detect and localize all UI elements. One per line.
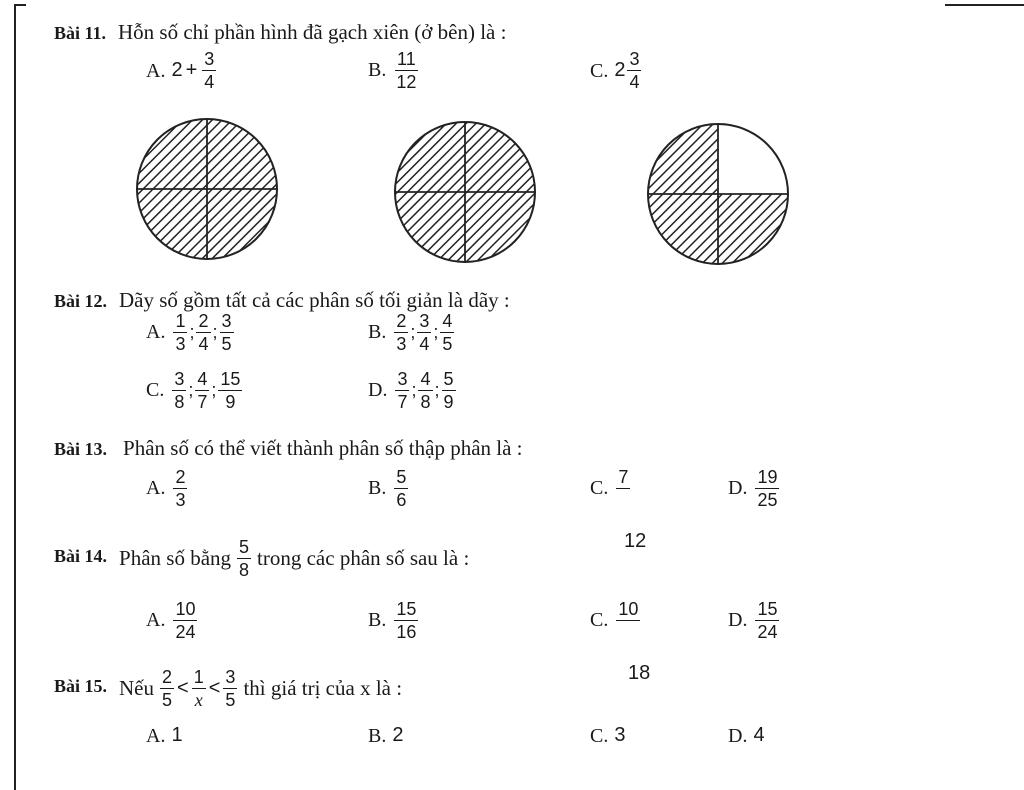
q12-c-f3-den: 9: [225, 392, 236, 412]
q11-a-plus: +: [185, 59, 198, 81]
q15-header: [54, 668, 402, 709]
q14-target-num: 5: [239, 537, 250, 557]
q11-a-expression: [171, 50, 218, 91]
q14-option-a: [146, 600, 199, 641]
q14-option-c: [590, 600, 642, 641]
q14-b-letter: B.: [368, 609, 387, 631]
q15-b-value: 2: [392, 724, 404, 746]
q13-d-den: 25: [757, 490, 778, 510]
q11-a-letter: A.: [146, 59, 166, 82]
q12-b-f3-den: 5: [442, 334, 453, 354]
q14-option-d: [728, 600, 781, 641]
q13-a-letter: A.: [146, 477, 166, 499]
q13-header: [54, 436, 523, 461]
q14-target-den: 8: [239, 560, 250, 580]
q12-d-f3-num: 5: [443, 369, 454, 389]
q11-c-num: 3: [629, 49, 640, 69]
q13-b-fraction: [394, 468, 408, 509]
q14-text-after: trong các phân số sau là :: [257, 546, 470, 570]
q12-b-f1-num: 2: [396, 311, 407, 331]
q15-text-before: Nếu: [119, 676, 155, 700]
q12-c-f3-num: 15: [220, 369, 241, 389]
q11-c-fraction: [627, 50, 641, 91]
q12-d-f2-num: 4: [420, 369, 431, 389]
q12-a-f2-num: 2: [198, 311, 209, 331]
q11-a-den: 4: [204, 72, 215, 92]
q12-c-f1-den: 8: [174, 392, 185, 412]
q12-option-b: [368, 312, 456, 353]
q12-c-f1-num: 3: [174, 369, 185, 389]
q11-b-fraction: [394, 50, 418, 91]
q14-a-den: 24: [175, 622, 196, 642]
q12-a-f2-den: 4: [198, 334, 209, 354]
q14-d-den: 24: [757, 622, 778, 642]
q11-c-mixed-number: [614, 50, 643, 91]
q15-frac-3: [223, 668, 237, 709]
q12-a-frac-1: [173, 312, 187, 353]
q11-a-whole: 2: [171, 59, 183, 81]
q14-d-letter: D.: [728, 609, 748, 631]
q11-a-fraction: [202, 50, 216, 91]
q12-a-frac-3: [220, 312, 234, 353]
circle-3-three-quarters-hatched: [648, 124, 788, 264]
q11-option-a: [146, 50, 218, 91]
q15-option-c: [590, 724, 625, 748]
q13-c-den: 12: [624, 530, 647, 552]
q15-f2-den: x: [194, 690, 203, 710]
q11-c-den: 4: [629, 72, 640, 92]
q12-a-f1-den: 3: [175, 334, 186, 354]
q13-text: Phân số có thể viết thành phân số thập phân là :: [123, 436, 523, 460]
q14-c-letter: C.: [590, 609, 609, 631]
q12-d-f2-den: 8: [420, 392, 431, 412]
q12-d-f1-den: 7: [397, 392, 408, 412]
q12-c-letter: C.: [146, 379, 165, 401]
q14-d-num: 15: [757, 599, 778, 619]
q14-c-fraction: [616, 600, 640, 641]
q13-d-fraction: [755, 468, 779, 509]
q12-b-f1-den: 3: [396, 334, 407, 354]
q14-c-den: 18: [628, 662, 651, 684]
q13-c-num: 7: [618, 467, 629, 487]
q15-option-d: [728, 724, 765, 748]
q12-b-frac-2: [417, 312, 431, 353]
q12-b-sep-1: ;: [410, 322, 416, 342]
q14-target-fraction: [237, 538, 251, 579]
q15-a-letter: A.: [146, 724, 166, 747]
q11-text: Hỗn số chỉ phần hình đã gạch xiên (ở bên) là :: [118, 20, 507, 44]
q14-a-num: 10: [175, 599, 196, 619]
q11-a-num: 3: [204, 49, 215, 69]
q13-a-num: 2: [175, 467, 186, 487]
q14-text-before: Phân số bằng: [119, 546, 232, 570]
q14-b-num: 15: [396, 599, 417, 619]
q14-label: Bài 14.: [54, 546, 108, 567]
q12-d-frac-1: [395, 370, 409, 411]
q14-b-den: 16: [396, 622, 417, 642]
q14-c-num: 10: [618, 599, 639, 619]
q15-c-value: 3: [614, 724, 626, 746]
q13-d-num: 19: [757, 467, 778, 487]
q12-option-d: [368, 370, 458, 411]
q13-option-a: [146, 468, 189, 509]
q12-c-sep-2: ;: [211, 380, 217, 400]
q11-label: Bài 11.: [54, 23, 107, 43]
q15-frac-1: [160, 668, 174, 709]
q15-option-a: [146, 724, 183, 748]
q12-b-frac-1: [394, 312, 408, 353]
q11-c-letter: C.: [590, 59, 609, 82]
q12-a-f1-num: 1: [175, 311, 186, 331]
q14-d-fraction: [755, 600, 779, 641]
q13-c-letter: C.: [590, 477, 609, 499]
q12-d-frac-3: [442, 370, 456, 411]
q13-option-b: [368, 468, 410, 509]
circle-2-full-hatched: [395, 122, 535, 262]
q12-b-f2-num: 3: [419, 311, 430, 331]
q11-header: [54, 20, 506, 45]
q12-a-letter: A.: [146, 321, 166, 343]
q15-d-value: 4: [753, 724, 765, 746]
q12-option-a: [146, 312, 236, 353]
q11-c-whole: 2: [614, 59, 626, 81]
q12-text: Dãy số gồm tất cả các phân số tối giản là dãy :: [119, 288, 510, 312]
q15-label: Bài 15.: [54, 676, 108, 697]
q13-a-fraction: [173, 468, 187, 509]
q11-b-letter: B.: [368, 59, 387, 81]
q13-b-num: 5: [396, 467, 407, 487]
q15-lt-1: <: [177, 677, 189, 699]
q12-d-letter: D.: [368, 379, 388, 401]
q11-b-num: 11: [397, 49, 416, 69]
q13-option-c: [590, 468, 632, 509]
q12-c-f2-num: 4: [197, 369, 208, 389]
q12-c-f2-den: 7: [197, 392, 208, 412]
q12-d-f3-den: 9: [443, 392, 454, 412]
q12-d-sep-1: ;: [411, 380, 417, 400]
q12-c-sep-1: ;: [188, 380, 194, 400]
circle-1-full-hatched: [137, 119, 277, 259]
q12-a-frac-2: [196, 312, 210, 353]
q15-text-after: thì giá trị của x là :: [243, 676, 403, 700]
q12-b-f3-num: 4: [442, 311, 453, 331]
q14-b-fraction: [394, 600, 418, 641]
q13-b-letter: B.: [368, 477, 387, 499]
q15-f1-den: 5: [162, 690, 173, 710]
q12-d-frac-2: [418, 370, 432, 411]
q15-b-letter: B.: [368, 724, 387, 747]
q12-b-frac-3: [440, 312, 454, 353]
q13-b-den: 6: [396, 490, 407, 510]
q12-a-f3-num: 3: [221, 311, 232, 331]
q15-frac-2: [192, 668, 206, 709]
q12-label: Bài 12.: [54, 291, 108, 311]
q15-f3-den: 5: [225, 690, 236, 710]
q11-option-c: [590, 50, 643, 91]
q12-b-f2-den: 4: [419, 334, 430, 354]
q13-d-letter: D.: [728, 477, 748, 499]
q12-b-sep-2: ;: [433, 322, 439, 342]
frame-left-border: [14, 4, 16, 790]
q11-circle-figures: [130, 112, 810, 272]
q15-a-value: 1: [171, 724, 183, 746]
q12-c-frac-2: [195, 370, 209, 411]
q15-f3-num: 3: [225, 667, 236, 687]
q14-a-fraction: [173, 600, 197, 641]
q13-option-d: [728, 468, 781, 509]
q12-a-f3-den: 5: [221, 334, 232, 354]
q15-option-b: [368, 724, 403, 748]
q15-f1-num: 2: [162, 667, 173, 687]
q15-c-letter: C.: [590, 724, 609, 747]
q15-d-letter: D.: [728, 724, 748, 747]
q12-b-letter: B.: [368, 321, 387, 343]
q13-label: Bài 13.: [54, 439, 108, 459]
q12-option-c: [146, 370, 244, 411]
q12-c-frac-3: [218, 370, 242, 411]
q11-option-b: [368, 50, 420, 91]
frame-top-left-tick: [14, 4, 26, 6]
q12-a-sep-1: ;: [189, 322, 195, 342]
q14-option-b: [368, 600, 420, 641]
q12-a-sep-2: ;: [212, 322, 218, 342]
q13-c-fraction: [616, 468, 630, 509]
q12-c-frac-1: [172, 370, 186, 411]
q11-b-den: 12: [396, 72, 417, 92]
q15-lt-2: <: [208, 677, 221, 699]
q12-d-sep-2: ;: [434, 380, 440, 400]
q13-a-den: 3: [175, 490, 186, 510]
q12-header: [54, 288, 510, 313]
q14-a-letter: A.: [146, 609, 166, 631]
q14-header: [54, 538, 469, 579]
q12-d-f1-num: 3: [397, 369, 408, 389]
q15-f2-num: 1: [193, 667, 204, 687]
frame-top-right-line: [945, 4, 1024, 6]
